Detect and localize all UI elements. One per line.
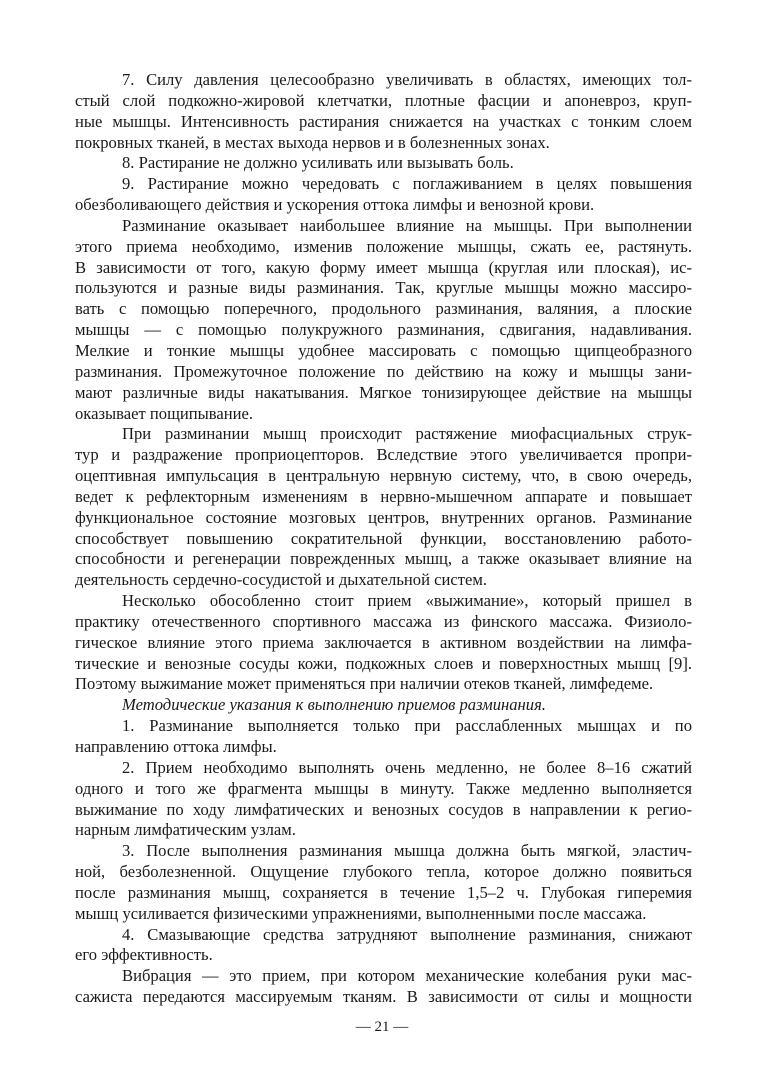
text-line: функциональное состояние мозговых центров, внутренних органов. Разминание xyxy=(75,507,692,527)
text-line: способствует повышению сократительной функции, восстановлению работо- xyxy=(75,528,692,548)
text-line: Методические указания к выполнению приемов разминания. xyxy=(122,695,546,715)
text-line: одного и того же фрагмента мышцы в минуту. Также медленно выполняется xyxy=(75,778,692,798)
paragraph xyxy=(75,153,692,174)
text-line: 8. Растирание не должно усиливать или вызывать боль. xyxy=(122,153,514,173)
text-line: Разминание оказывает наибольшее влияние на мышцы. При выполнении xyxy=(122,215,692,235)
text-line: нарным лимфатическим узлам. xyxy=(75,820,296,840)
text-line: покровных тканей, в местах выхода нервов и в болезненных зонах. xyxy=(75,132,550,152)
paragraph xyxy=(75,216,692,424)
text-line: тур и раздражение проприоцепторов. Вследствие этого увеличивается пропри- xyxy=(75,445,692,465)
paragraph xyxy=(75,424,692,591)
text-line: 4. Смазывающие средства затрудняют выполнение разминания, снижают xyxy=(122,924,692,944)
text-line: выжимание по ходу лимфатических и венозных сосудов в направлении к регио- xyxy=(75,799,692,819)
text-line: этого приема необходимо, изменив положение мышцы, сжать ее, растянуть. xyxy=(75,236,692,256)
text-line: разминания. Промежуточное положение по действию на кожу и мышцы зани- xyxy=(75,361,692,381)
paragraph xyxy=(75,591,692,695)
text-line: Поэтому выжимание может применяться при наличии отеков тканей, лимфедеме. xyxy=(75,674,654,694)
text-line: после разминания мышц, сохраняется в течение 1,5–2 ч. Глубокая гиперемия xyxy=(75,882,692,902)
text-line: ведет к рефлекторным изменениям в нервно-мышечном аппарате и повышает xyxy=(75,486,692,506)
paragraph xyxy=(75,841,692,924)
text-line: Несколько обособленно стоит прием «выжимание», который пришел в xyxy=(122,591,692,611)
paragraph xyxy=(75,966,692,1008)
text-line: тические и венозные сосуды кожи, подкожных слоев и поверхностных мышц [9]. xyxy=(75,653,692,673)
text-line: способности и регенерации поврежденных мышц, а также оказывает влияние на xyxy=(75,549,692,569)
text-line: При разминании мышц происходит растяжение миофасциальных струк- xyxy=(122,424,692,444)
text-line: 1. Разминание выполняется только при расслабленных мышцах и по xyxy=(122,716,692,736)
page-body xyxy=(75,70,692,1008)
text-line: пользуются и разные виды разминания. Так, круглые мышцы можно массиро- xyxy=(75,278,692,298)
text-line: сажиста передаются массируемым тканям. В зависимости от силы и мощности xyxy=(75,987,692,1007)
text-line: Мелкие и тонкие мышцы удобнее массировать с помощью щипцеобразного xyxy=(75,340,692,360)
text-line: оказывает пощипывание. xyxy=(75,403,254,423)
paragraph xyxy=(75,925,692,967)
paragraph xyxy=(75,758,692,841)
text-line: деятельность сердечно-сосудистой и дыхательной систем. xyxy=(75,570,487,590)
text-line: оцептивная импульсация в центральную нервную систему, что, в свою очередь, xyxy=(75,466,692,486)
text-line: 2. Прием необходимо выполнять очень медленно, не более 8–16 сжатий xyxy=(122,757,692,777)
text-line: практику отечественного спортивного массажа из финского массажа. Физиоло- xyxy=(75,611,692,631)
text-line: его эффективность. xyxy=(75,945,213,965)
text-line: мышц усиливается физическими упражнениями, выполненными после массажа. xyxy=(75,903,647,923)
text-line: мают различные виды накатывания. Мягкое тонизирующее действие на мышцы xyxy=(75,382,692,402)
text-line: 7. Силу давления целесообразно увеличивать в областях, имеющих тол- xyxy=(122,70,692,89)
text-line: ной, безболезненной. Ощущение глубокого тепла, которое должно появиться xyxy=(75,862,692,882)
text-line: направлению оттока лимфы. xyxy=(75,737,277,756)
text-line: Вибрация — это прием, при котором механические колебания руки мас- xyxy=(122,966,692,986)
paragraph xyxy=(75,174,692,216)
text-line: 9. Растирание можно чередовать с поглаживанием в целях повышения xyxy=(122,174,692,194)
text-line: обезболивающего действия и ускорения оттока лимфы и венозной крови. xyxy=(75,195,595,215)
text-line: гическое влияние этого приема заключается в активном воздействии на лимфа- xyxy=(75,632,692,652)
section-heading xyxy=(75,695,692,716)
text-line: мышцы — с помощью полукружного разминания, сдвигания, надавливания. xyxy=(75,320,692,340)
text-line: В зависимости от того, какую форму имеет мышца (круглая или плоская), ис- xyxy=(75,257,692,277)
page-number: — 21 — xyxy=(355,1019,409,1035)
text-line: ные мышцы. Интенсивность растирания снижается на участках с тонким слоем xyxy=(75,111,692,131)
text-line: вать с помощью поперечного, продольного разминания, валяния, а плоские xyxy=(75,299,692,319)
text-line: стый слой подкожно-жировой клетчатки, плотные фасции и апоневроз, круп- xyxy=(75,90,692,110)
text-line: 3. После выполнения разминания мышца должна быть мягкой, эластич- xyxy=(122,841,692,861)
paragraph xyxy=(75,716,692,758)
paragraph xyxy=(75,70,692,153)
